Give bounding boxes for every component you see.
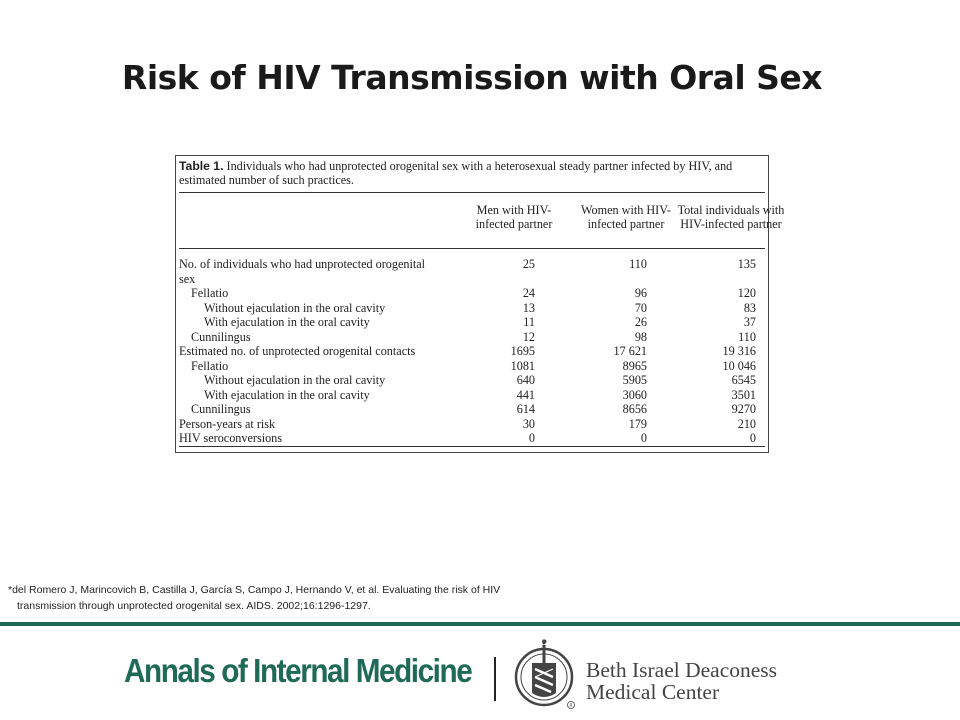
cell-men: 25: [522, 257, 535, 271]
table-row: [176, 373, 770, 388]
table-row: [176, 272, 770, 287]
cell-women: 5905: [622, 373, 647, 387]
row-label: With ejaculation in the oral cavity: [204, 387, 370, 402]
cell-women: 0: [640, 431, 647, 445]
table-row: [176, 388, 770, 403]
cell-men: 12: [522, 329, 535, 344]
citation-line-1: *del Romero J, Marincovich B, Castilla J, García S, Campo J, Hernando V, et al. Evaluating the risk of HIV: [8, 584, 501, 596]
table-row: [176, 257, 770, 272]
table-rule-bottom: [179, 446, 765, 447]
cell-men: 24: [522, 286, 535, 300]
cell-women: 110: [629, 257, 647, 271]
bidmc-name-line-2: Medical Center: [586, 680, 720, 704]
svg-text:R: R: [569, 703, 573, 709]
cell-women: 179: [628, 416, 647, 431]
cell-total: 37: [743, 315, 756, 329]
table-row: [176, 431, 770, 446]
table-row: [176, 286, 770, 301]
cell-men: 0: [528, 431, 535, 445]
cell-men: 30: [522, 416, 535, 431]
table-row: [176, 344, 770, 359]
cell-women: 8965: [622, 358, 647, 373]
cell-women: 17 621: [613, 344, 647, 358]
cell-women: 70: [634, 300, 647, 315]
cell-men: 1081: [510, 358, 535, 373]
table-row: [176, 330, 770, 345]
cell-women: 96: [634, 286, 647, 300]
table-row: [176, 315, 770, 330]
cell-women: 8656: [622, 402, 647, 416]
row-label: Cunnilingus: [191, 402, 251, 416]
row-label: Estimated no. of unprotected orogenital contacts: [179, 344, 416, 358]
bidmc-name-line-1: Beth Israel Deaconess: [586, 658, 778, 682]
cell-total: 210: [737, 416, 756, 431]
table-rule-header: [179, 248, 765, 249]
row-label: sex: [179, 271, 196, 286]
cell-total: 3501: [731, 387, 756, 402]
table-caption: [179, 159, 769, 187]
bidmc-wordmark: [586, 659, 777, 703]
annals-logo: Annals of Internal Medicine: [124, 652, 472, 689]
row-label: Without ejaculation in the oral cavity: [204, 373, 386, 387]
table-row: [176, 301, 770, 316]
cell-total: 6545: [731, 373, 756, 387]
row-label: Without ejaculation in the oral cavity: [204, 300, 386, 315]
cell-total: 110: [738, 329, 756, 344]
row-label: Fellatio: [191, 286, 229, 300]
table-caption-label: Table 1.: [179, 159, 224, 173]
cell-women: 98: [634, 329, 647, 344]
slide-title: Risk of HIV Transmission with Oral Sex: [121, 58, 823, 97]
cell-men: 1695: [510, 344, 535, 358]
cell-total: 135: [737, 257, 756, 271]
row-label: Person-years at risk: [179, 416, 276, 431]
row-label: No. of individuals who had unprotected orogenital: [179, 257, 426, 271]
cell-women: 3060: [622, 387, 647, 402]
cell-total: 120: [737, 286, 756, 300]
cell-men: 441: [516, 387, 535, 402]
row-label: With ejaculation in the oral cavity: [204, 315, 370, 329]
column-header-total: Total individuals with HIV-infected partner: [677, 203, 785, 231]
cell-men: 11: [523, 315, 535, 329]
cell-men: 13: [522, 300, 535, 315]
cell-women: 26: [634, 315, 647, 329]
logo-divider: [494, 657, 496, 701]
table-row: [176, 359, 770, 374]
column-header-women: Women with HIV-infected partner: [581, 203, 671, 231]
row-label: HIV seroconversions: [179, 431, 283, 445]
bidmc-seal-icon: [513, 637, 579, 711]
cell-men: 614: [516, 402, 535, 416]
table-row: [176, 417, 770, 432]
citation-line-2: transmission through unprotected orogenital sex. AIDS. 2002;16:1296-1297.: [17, 600, 371, 612]
row-label: Cunnilingus: [191, 329, 251, 344]
cell-total: 10 046: [722, 358, 756, 373]
table-caption-text: Individuals who had unprotected orogenital sex with a heterosexual steady partner infected by HIV, and estimated number of such practices.: [179, 159, 733, 187]
footer-accent-bar: [0, 622, 960, 626]
cell-total: 0: [749, 431, 756, 445]
study-table: [175, 155, 785, 453]
table-rule-top: [179, 192, 765, 193]
cell-total: 83: [743, 300, 756, 315]
row-label: Fellatio: [191, 358, 229, 373]
column-header-men: Men with HIV-infected partner: [475, 203, 553, 231]
cell-total: 9270: [731, 402, 756, 416]
citation-footnote: [8, 582, 608, 614]
cell-total: 19 316: [722, 344, 756, 358]
cell-men: 640: [516, 373, 535, 387]
table-row: [176, 402, 770, 417]
